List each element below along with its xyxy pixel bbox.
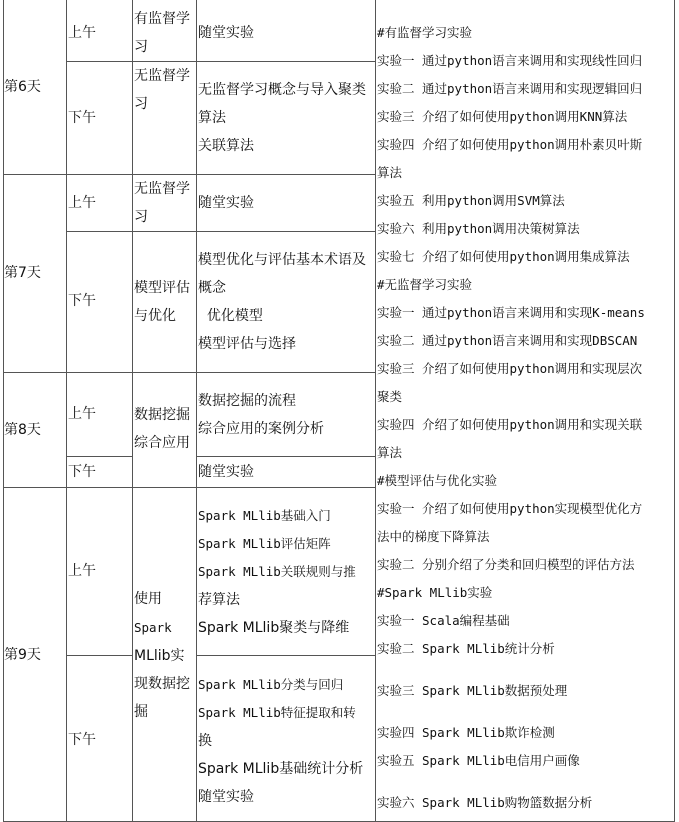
module-label: 使用 (134, 591, 162, 607)
module-label: 习 (134, 96, 148, 112)
module-label: 掘 (134, 704, 148, 720)
content-line: 算法 (198, 110, 226, 126)
day-label: 第7天 (4, 265, 41, 281)
day-label: 第6天 (4, 79, 41, 95)
content-line: Spark MLlib分类与回归 (198, 677, 344, 692)
experiment-line: 算法 (377, 445, 403, 460)
content-line: 综合应用的案例分析 (198, 421, 324, 437)
content-line: Spark MLlib特征提取和转 (198, 705, 356, 720)
period-label: 下午 (68, 464, 96, 480)
experiment-line: 实验六 Spark MLlib购物篮数据分析 (377, 795, 593, 810)
content-line: 数据挖掘的流程 (198, 393, 296, 409)
experiment-line: 实验一 介绍了如何使用python实现模型优化方 (377, 501, 643, 516)
grid-line (674, 0, 675, 822)
day-label: 第9天 (4, 647, 41, 663)
content-line: 无监督学习概念与导入聚类 (198, 82, 366, 98)
experiment-line: 实验四 Spark MLlib欺诈检测 (377, 725, 555, 740)
experiment-line: 实验二 Spark MLlib统计分析 (377, 641, 555, 656)
experiment-line: 实验一 通过python语言来调用和实现K-means (377, 305, 645, 320)
grid-line (66, 231, 376, 232)
module-label: 无监督学 (134, 68, 190, 84)
experiment-line: 实验一 Scala编程基础 (377, 613, 510, 628)
experiment-line: #有监督学习实验 (377, 25, 473, 40)
module-label: 现数据挖 (134, 676, 190, 692)
content-line: 随堂实验 (198, 25, 254, 41)
experiment-line: #Spark MLlib实验 (377, 585, 493, 600)
module-label: 数据挖掘 (134, 407, 190, 423)
module-label: 习 (134, 209, 148, 225)
content-line: 换 (198, 733, 212, 749)
content-line: 优化模型 (198, 308, 263, 324)
content-line: 模型评估与选择 (198, 336, 296, 352)
period-label: 下午 (68, 293, 96, 309)
content-line: Spark MLlib评估矩阵 (198, 536, 331, 551)
grid-line (3, 174, 376, 175)
experiment-line: 实验五 利用python调用SVM算法 (377, 193, 565, 208)
grid-line (66, 0, 67, 822)
experiment-line: 实验三 介绍了如何使用python调用KNN算法 (377, 109, 628, 124)
content-line: Spark MLlib聚类与降维 (198, 620, 350, 636)
grid-line (66, 61, 376, 62)
grid-line (375, 0, 376, 822)
experiment-line: 实验四 介绍了如何使用python调用朴素贝叶斯 (377, 137, 643, 152)
period-label: 上午 (68, 25, 96, 41)
experiment-line: #无监督学习实验 (377, 277, 473, 292)
grid-line (3, 0, 4, 822)
grid-line (66, 456, 133, 457)
experiment-line: #模型评估与优化实验 (377, 473, 498, 488)
module-label: 无监督学 (134, 181, 190, 197)
module-label: MLlib实 (134, 648, 185, 664)
experiment-line: 实验三 介绍了如何使用python调用和实现层次 (377, 361, 643, 376)
module-label: 习 (134, 39, 148, 55)
period-label: 下午 (68, 732, 96, 748)
content-line: 模型优化与评估基本术语及 (198, 252, 366, 268)
experiment-line: 实验二 通过python语言来调用和实现DBSCAN (377, 333, 638, 348)
module-label: Spark (134, 620, 172, 635)
content-line: 荐算法 (198, 592, 240, 608)
content-line: 随堂实验 (198, 195, 254, 211)
grid-line (132, 0, 133, 822)
day-label: 第8天 (4, 422, 41, 438)
grid-line (196, 456, 376, 457)
grid-line (66, 655, 133, 656)
period-label: 上午 (68, 406, 96, 422)
module-label: 综合应用 (134, 435, 190, 451)
content-line: Spark MLlib基础入门 (198, 508, 331, 523)
experiment-line: 实验四 介绍了如何使用python调用和实现关联 (377, 417, 643, 432)
module-label: 有监督学 (134, 11, 190, 27)
experiment-line: 实验六 利用python调用决策树算法 (377, 221, 580, 236)
period-label: 上午 (68, 195, 96, 211)
experiment-line: 实验三 Spark MLlib数据预处理 (377, 683, 568, 698)
module-label: 模型评估 (134, 280, 190, 296)
content-line: Spark MLlib关联规则与推 (198, 564, 356, 579)
grid-line (196, 655, 376, 656)
period-label: 上午 (68, 563, 96, 579)
experiment-line: 聚类 (377, 389, 403, 404)
content-line: 随堂实验 (198, 464, 254, 480)
experiment-line: 实验二 分别介绍了分类和回归模型的评估方法 (377, 557, 635, 572)
grid-line (3, 372, 376, 373)
grid-line (3, 487, 376, 488)
experiment-line: 算法 (377, 165, 403, 180)
module-label: 与优化 (134, 308, 176, 324)
experiment-line: 实验一 通过python语言来调用和实现线性回归 (377, 53, 643, 68)
period-label: 下午 (68, 110, 96, 126)
content-line: 概念 (198, 280, 226, 296)
content-line: 关联算法 (198, 138, 254, 154)
experiment-line: 实验二 通过python语言来调用和实现逻辑回归 (377, 81, 643, 96)
experiment-line: 实验五 Spark MLlib电信用户画像 (377, 753, 580, 768)
content-line: 随堂实验 (198, 789, 254, 805)
content-line: Spark MLlib基础统计分析 (198, 761, 364, 777)
experiment-line: 实验七 介绍了如何使用python调用集成算法 (377, 249, 630, 264)
experiment-line: 法中的梯度下降算法 (377, 529, 490, 544)
grid-line (196, 0, 197, 822)
